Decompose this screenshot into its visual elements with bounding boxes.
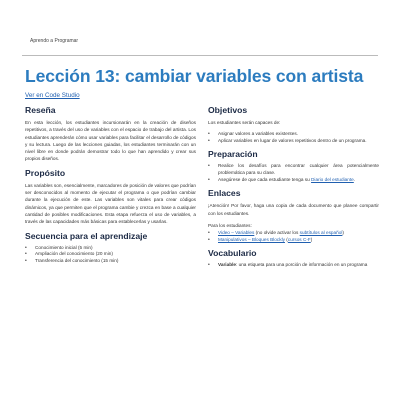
objectives-heading: Objetivos [208,105,248,115]
sequence-list [25,245,196,265]
objectives-intro: Los estudiantes serán capaces de: [208,120,281,125]
links-list [208,230,379,243]
list-item [208,177,379,184]
student-journal-link[interactable]: Diario del estudiante [311,176,354,182]
sequence-heading: Secuencia para el aprendizaje [25,230,148,241]
list-item [208,230,379,237]
purpose-section [25,168,196,226]
left-column [25,101,196,269]
links-item-text: (no olvide activar los [254,230,300,236]
header-divider [22,55,378,56]
purpose-text: Las variables son, esencialmente, marcadores de posición de valores que podrían ser desconocidos al momento de ejecutar el programa o que podrían cambiar durante la ejecución de este. Las variables son vitales para crear códigos dinámicos, ya que permiten que el programa cambie y crezca en base a cualquier cantidad de posibles modificaciones. Esta etapa refuerza el uso de variables, a través de las capacidades más básicas para establecerlas y usarlas. [25,182,196,225]
links-item-end: ) [310,236,313,242]
links-item-text: ( [284,236,288,242]
course-header: Aprendo a Programar [30,38,79,44]
subtitles-link[interactable]: subtítulos al español [299,230,343,236]
links-section [208,188,379,243]
list-item: • Conocimiento inicial (5 min) [25,245,196,252]
courses-link[interactable]: cursos C-F [287,236,311,242]
vocabulary-definition: : una etiqueta para una porción de información en un programa [235,262,368,268]
vocabulary-heading: Vocabulario [208,248,257,259]
list-item: • Realice los desafíos para encontrar cualquier área potencialmente problemática para su clase. [208,163,379,176]
preparation-heading: Preparación [208,149,258,160]
right-column [208,101,379,274]
vocabulary-term: Variable [218,262,236,268]
vocabulary-list [208,262,379,269]
objectives-section [208,105,379,144]
links-item-end: ) [342,230,344,236]
summary-heading: Reseña [25,105,56,115]
links-for-students: Para los estudiantes: [208,222,252,228]
variables-video-link[interactable]: Video – Variables [218,230,255,236]
summary-text: En esta lección, los estudiantes incursionarán en la creación de diseños repetitivos, a través del uso de variables con el espacio de trabajo del artista. Los estudiantes aprenderán cómo usar variables para facilitar el desarrollo de códigos y su lectura. Luego de las lecciones guiadas, los estudiantes terminarán con un nivel libre en donde podrán demostrar todo lo que han aprendido y crear sus propios diseños. [25,120,196,162]
list-item: • Transferencia del conocimiento (15 min) [25,258,196,265]
code-studio-link[interactable]: Ver en Code Studio [25,92,80,99]
purpose-heading: Propósito [25,167,66,178]
list-item: • Ampliación del conocimiento (20 min) [25,251,196,258]
objectives-list [208,131,379,144]
vocabulary-section [208,248,379,269]
preparation-item-end: . [353,176,356,182]
page-title: Lección 13: cambiar variables con artista [25,66,364,86]
links-notice: ¡Atención! Por favor, haga una copia de cada documento que planee compartir con los estudiantes. [208,203,379,216]
sequence-section [25,231,196,265]
preparation-item-text: Asegúrese de que cada estudiante tenga su [218,176,312,182]
list-item [208,237,379,244]
preparation-section [208,149,379,183]
links-heading: Enlaces [208,188,241,199]
summary-section [25,105,196,163]
list-item: • Aplicar variables en lugar de valores repetitivos dentro de un programa. [208,138,379,145]
list-item [208,262,379,269]
list-item: • Asignar valores a variables existentes. [208,131,379,138]
blockly-manipulatives-link[interactable]: Manipulativos – Bloques Blockly [218,236,285,242]
preparation-list [208,163,379,183]
